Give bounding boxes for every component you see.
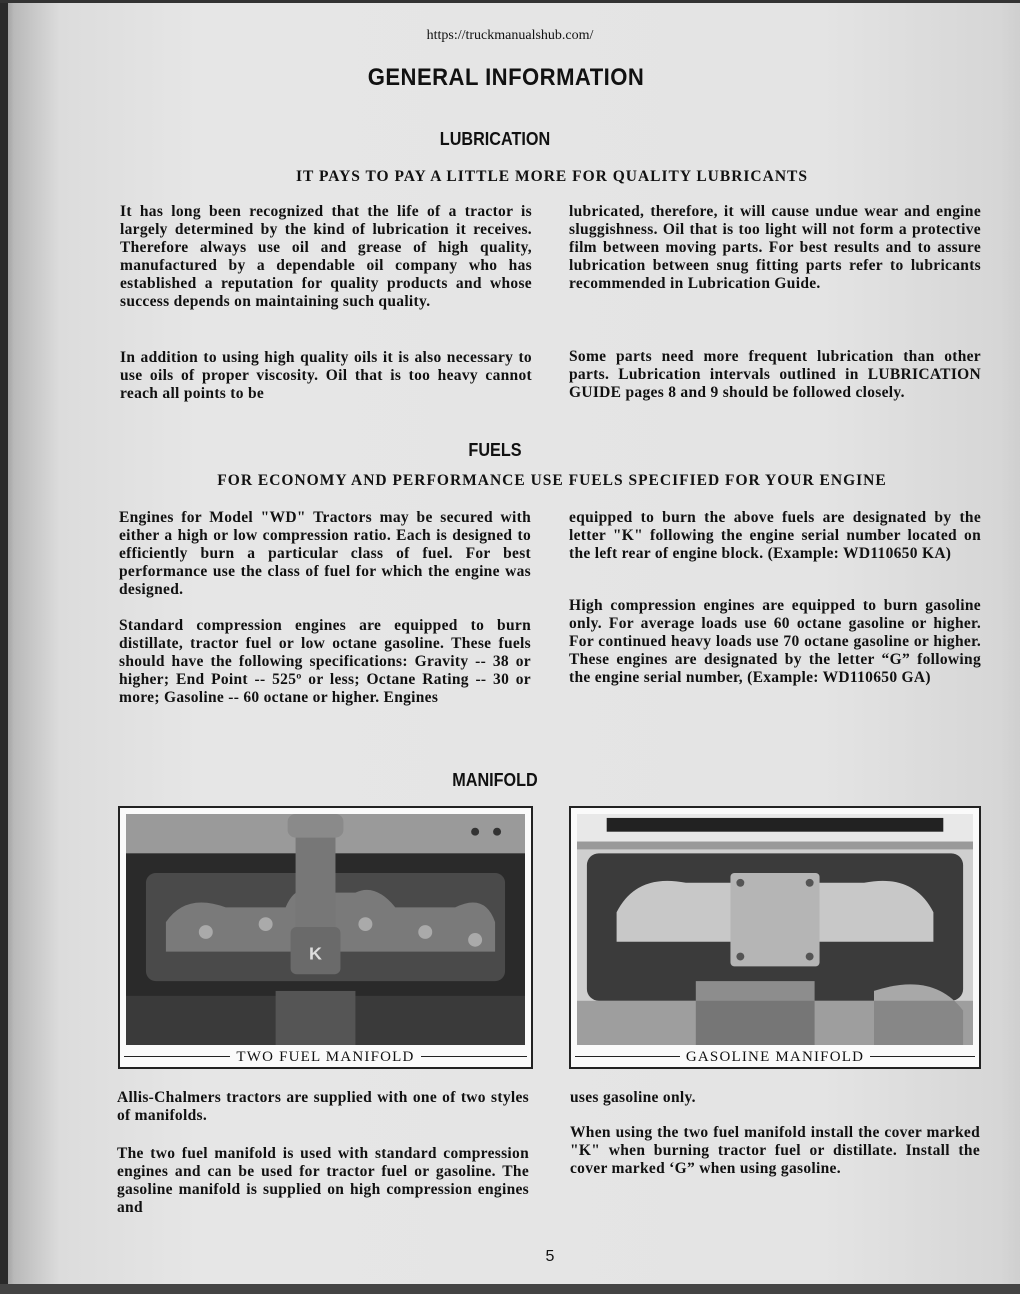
two-fuel-manifold-caption: TWO FUEL MANIFOLD <box>120 1049 531 1066</box>
lubrication-right-paragraph-1: lubricated, therefore, it will cause undue wear and engine sluggishness. Oil that is too light will not form a protective film between moving parts. For best results and to assure lubrication between snug fitting parts refer to lubricants recommended in Lubrication Guide. <box>569 203 981 292</box>
two-fuel-manifold-image <box>126 814 525 1045</box>
page-binding-edge <box>0 0 8 1294</box>
fuels-left-paragraph-1: Engines for Model "WD" Tractors may be secured with either a high or low compression ratio. Each is designed to efficiently burn a particular class of fuel. For best performance use the class of fuel for which the engine was designed. <box>119 509 531 598</box>
manifold-right-paragraph-2: When using the two fuel manifold install the cover marked "K" when burning tractor fuel or distillate. Install the cover marked ‘G” when using gasoline. <box>570 1124 980 1177</box>
page-number: 5 <box>545 1248 555 1265</box>
lubrication-left-paragraph-2: In addition to using high quality oils it is also necessary to use oils of proper viscosity. Oil that is too heavy cannot reach all points to be <box>120 349 532 402</box>
page-top-edge <box>0 0 1020 3</box>
fuels-left-paragraph-2: Standard compression engines are equipped to burn distillate, tractor fuel or low octane gasoline. These fuels should have the following specifications: Gravity -- 38 or higher; End Point -- 525º or less; Octane Rating -- 30 or more; Gasoline -- 60 octane or higher. Engines <box>119 617 531 706</box>
manifold-title: MANIFOLD <box>452 770 538 790</box>
fuels-right-paragraph-1: equipped to burn the above fuels are designated by the letter "K" following the engine serial number located on the left rear of engine block. (Example: WD110650 KA) <box>569 509 981 562</box>
fuels-subheading: FOR ECONOMY AND PERFORMANCE USE FUELS SPECIFIED FOR YOUR ENGINE <box>217 472 887 489</box>
lubrication-right-paragraph-2: Some parts need more frequent lubrication than other parts. Lubrication intervals outlined in LUBRICATION GUIDE pages 8 and 9 should be followed closely. <box>569 348 981 401</box>
fuels-title: FUELS <box>468 440 522 460</box>
fuels-right-paragraph-2: High compression engines are equipped to burn gasoline only. For average loads use 60 octane gasoline or higher. For continued heavy loads use 70 octane gasoline or higher. These engines are designated by the letter “G” following the engine serial number, (Example: WD110650 GA) <box>569 597 981 686</box>
gasoline-manifold-image <box>577 814 973 1045</box>
gasoline-manifold-caption: GASOLINE MANIFOLD <box>571 1049 979 1066</box>
gasoline-manifold-photo <box>569 806 981 1069</box>
source-url[interactable]: https://truckmanualshub.com/ <box>426 28 594 43</box>
manifold-right-paragraph-1: uses gasoline only. <box>570 1089 696 1106</box>
lubrication-title: LUBRICATION <box>439 129 551 149</box>
page-title: GENERAL INFORMATION <box>367 64 645 91</box>
manifold-left-paragraph-1: Allis-Chalmers tractors are supplied with one of two styles of manifolds. <box>117 1089 529 1124</box>
manifold-left-paragraph-2: The two fuel manifold is used with standard compression engines and can be used for tractor fuel or gasoline. The gasoline manifold is supplied on high compression engines and <box>117 1145 529 1216</box>
lubrication-subheading: IT PAYS TO PAY A LITTLE MORE FOR QUALITY LUBRICANTS <box>296 168 808 185</box>
cover-letter-k: K <box>309 943 323 964</box>
page-bottom-edge <box>0 1284 1020 1294</box>
two-fuel-manifold-photo <box>118 806 533 1069</box>
lubrication-left-paragraph-1: It has long been recognized that the life of a tractor is largely determined by the kind of lubrication it receives. Therefore always use oil and grease of high quality, manufactured by a dependable oil company who has established a reputation for quality products and whose success depends on maintaining such quality. <box>120 203 532 310</box>
